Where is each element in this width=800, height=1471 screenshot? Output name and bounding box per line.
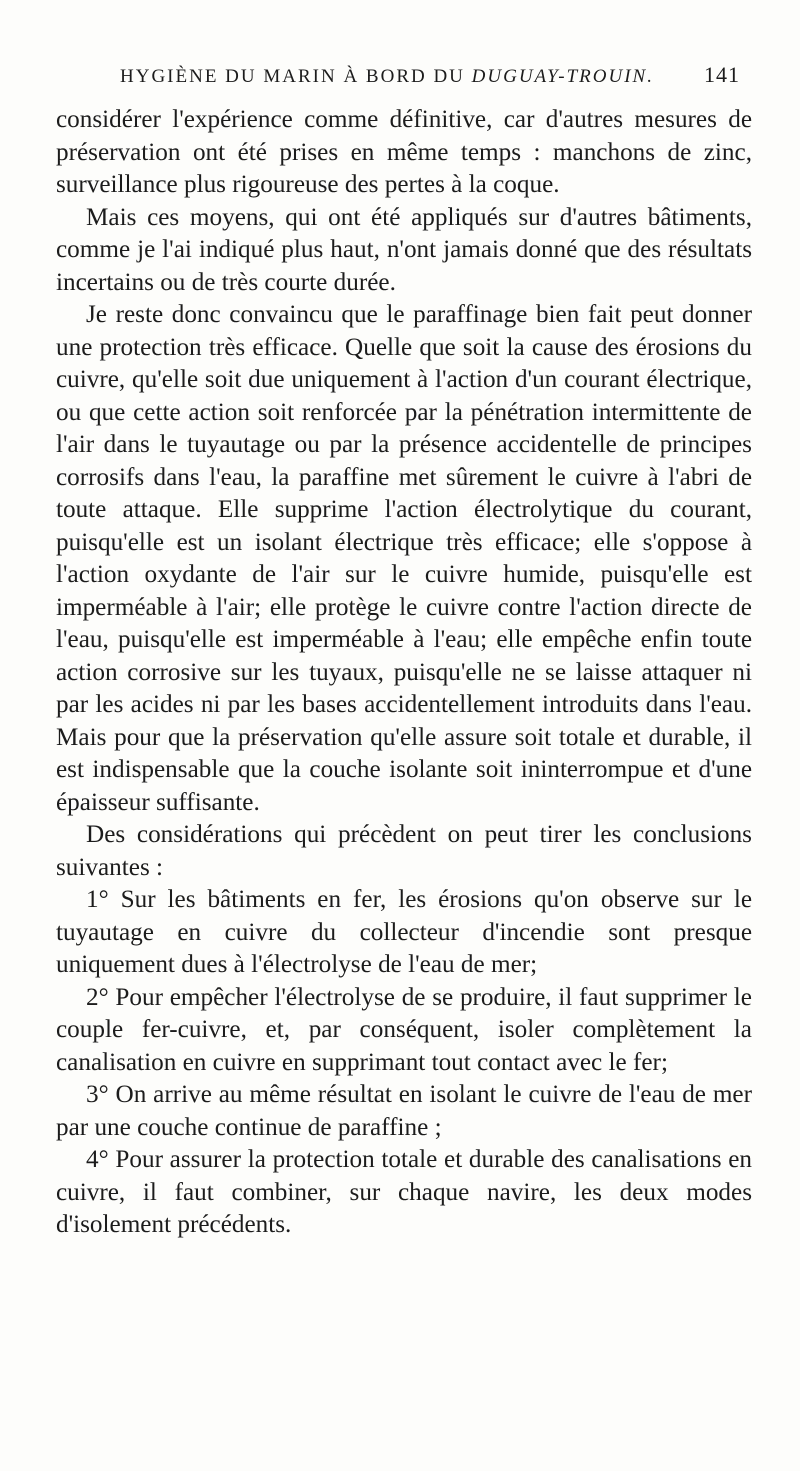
- running-title: [120, 66, 654, 88]
- conclusion-item-1: 1° Sur les bâtiments en fer, les érosions qu'on observe sur le tuyautage en cuivre du collecteur d'incendie sont presque uniquement dues à l'électrolyse de l'eau de mer;: [56, 886, 752, 978]
- paragraph-continuation: considérer l'expérience comme définitive, car d'autres mesures de préservation ont été prises en même temps : manchons de zinc, surveillance plus rigoureuse des pertes à la coque.: [56, 106, 752, 198]
- paragraph: Je reste donc convaincu que le paraffinage bien fait peut donner une protection très efficace. Quelle que soit la cause des érosions du cuivre, qu'elle soit due uniquement à l'action d'un courant électrique, ou que cette action soit renforcée par la pénétration intermittente de l'air dans le tuyautage ou par la présence accidentelle de principes corrosifs dans l'eau, la paraffine met sûrement le cuivre à l'abri de toute attaque. Elle supprime l'action électrolytique du courant, puisqu'elle est un isolant électrique très efficace; elle s'oppose à l'action oxydante de l'air sur le cuivre humide, puisqu'elle est imperméable à l'air; elle protège le cuivre contre l'action directe de l'eau, puisqu'elle est imperméable à l'eau; elle empêche enfin toute action corrosive sur les tuyaux, puisqu'elle ne se laisse attaquer ni par les acides ni par les bases accidentellement introduits dans l'eau. Mais pour que la préservation qu'elle assure soit totale et durable, il est indispensable que la couche isolante soit ininterrompue et d'une épaisseur suffisante.: [56, 301, 752, 816]
- paragraph: Mais ces moyens, qui ont été appliqués sur d'autres bâtiments, comme je l'ai indiqué plus haut, n'ont jamais donné que des résultats incertains ou de très courte durée.: [56, 203, 752, 296]
- running-header: [120, 62, 740, 88]
- body-text: [56, 104, 752, 1242]
- paragraph: Des considérations qui précèdent on peut tirer les conclusions suivantes :: [56, 821, 752, 881]
- conclusion-item-4: 4° Pour assurer la protection totale et durable des canalisations en cuivre, il faut combiner, sur chaque navire, les deux modes d'isolement précédents.: [56, 1146, 752, 1238]
- page-number: 141: [704, 62, 740, 87]
- ship-name: DUGUAY-TROUIN.: [471, 66, 654, 87]
- conclusion-item-3: 3° On arrive au même résultat en isolant le cuivre de l'eau de mer par une couche continue de paraffine ;: [56, 1081, 752, 1141]
- running-title-text: HYGIÈNE DU MARIN À BORD DU: [120, 66, 472, 87]
- conclusion-item-2: 2° Pour empêcher l'électrolyse de se produire, il faut supprimer le couple fer-cuivre, et, par conséquent, isoler complètement la canalisation en cuivre en supprimant tout contact avec le fer;: [56, 983, 752, 1076]
